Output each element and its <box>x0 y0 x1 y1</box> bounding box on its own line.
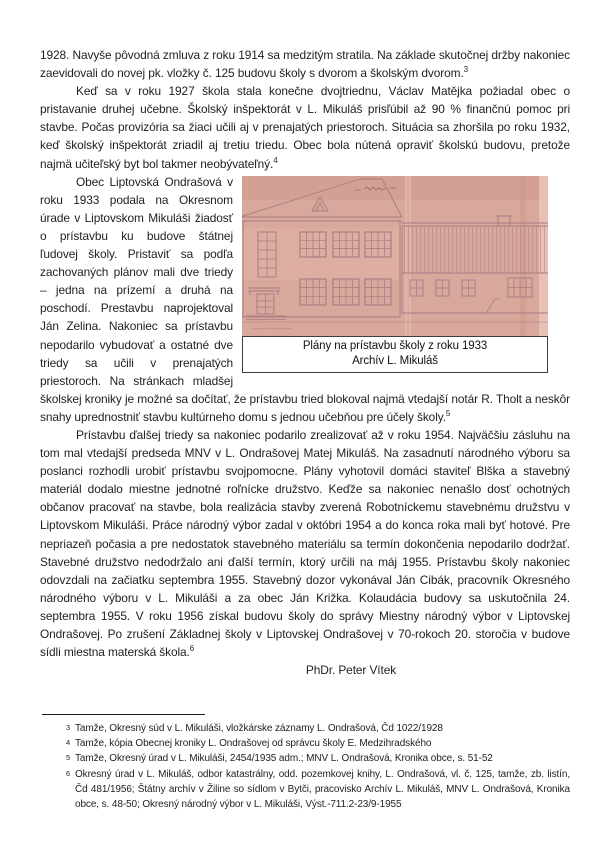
footnote-3-text: Tamže, Okresný súd v L. Mikuláši, vložkárske záznamy L. Ondrašová, Čd 1022/1928 <box>75 723 443 734</box>
footnote-6 <box>40 767 570 813</box>
school-plan-image <box>242 176 548 336</box>
paragraph-1 <box>40 46 570 82</box>
footnote-4 <box>40 736 570 751</box>
footnote-4-text: Tamže, kópia Obecnej kroniky L. Ondrašovej od správcu školy E. Medzihradského <box>75 738 432 750</box>
footnote-reference-5: 5 <box>445 408 451 418</box>
footnotes-section <box>40 714 570 812</box>
figure-school-plan <box>242 176 548 373</box>
figure-caption-line2: Archív L. Mikuláš <box>352 354 438 367</box>
footnote-reference-4: 4 <box>273 155 278 165</box>
footnote-reference-3: 3 <box>463 65 469 75</box>
footnote-4-number: 4 <box>66 738 71 748</box>
paragraph-2 <box>40 82 570 172</box>
footnote-separator <box>42 714 205 715</box>
paragraph-3-text: Obec Liptovská Ondrašová v roku 1933 podala na Okresnom úrade v Liptovskom Mikuláši žiadosť o prístavbu ku budove štátnej ľudovej školy. Pristaviť sa podľa zachovaných plánov mali dve triedy – jedna na prízemí a druhá na poschodí. Prestavbu naprojektoval Ján Zelina. Nakoniec sa prístavbu nepodarilo vybudovať a ostatné dve triedy sa učili v prenajatých priestoroch. Na stránkach mladšej školskej kroniky je možné sa dočítať, že prístavbu tried blokoval najmä vtedajší notár R. Tholt a neskôr snahy uprednostniť stavbu kultúrneho domu s jednou učebňou pre účely školy. <box>40 174 570 424</box>
footnote-reference-6: 6 <box>189 644 195 654</box>
figure-caption <box>242 336 548 373</box>
footnote-6-text: Okresný úrad v L. Mikuláš, odbor katastrálny, odd. pozemkovej knihy, L. Ondrašová, vl. č. 125, tamže, zb. listín, Čd 481/1956; Štátny archív v Žiline so sídlom v Bytči, pracovisko Archív L. Mikuláš, MNV L. Ondrašová, Kronika obce, s. 48-50; Okresný národný výbor v L. Mikuláši, Výst.-711.2-23/9-1955 <box>75 768 570 811</box>
paragraph-4 <box>40 426 570 661</box>
footnote-5-text: Tamže, Okresný úrad v L. Mikuláši, 2454/1935 adm.; MNV L. Ondrašová, Kronika obce, s. 51-52 <box>75 753 493 765</box>
author-signature: PhDr. Peter Vítek <box>305 663 397 678</box>
footnote-5-number: 5 <box>66 753 71 763</box>
footnote-3 <box>40 721 570 736</box>
footnote-3-number: 3 <box>66 723 71 732</box>
paragraph-2-text: Keď sa v roku 1927 škola stala konečne dvojtriednu, Václav Matějka požiadal obec o pristavanie druhej učebne. Školský inšpektorát v L. Mikuláš prisľúbil až 90 % finančnú pomoc pri stavbe. Počas provizória sa žiaci učili aj v prenajatých priestoroch. Situácia sa zhoršila po roku 1932, keď školský inšpektorát zriadil aj tretiu triedu. Obec bola nútená opraviť školskú budovu, pretože najmä učiteľský byt bol takmer neobývateľný. <box>40 84 570 171</box>
paragraph-3 <box>40 173 570 426</box>
paragraph-1-text: 1928. Navyše pôvodná zmluva z roku 1914 sa medzitým stratila. Na základe skutočnej držby nakoniec zaevidovali do novej pk. vložky č. 125 budovu školy s dvorom a školským dvorom. <box>40 48 570 81</box>
paragraph-4-text: Prístavbu ďalšej triedy sa nakoniec podarilo zrealizovať až v roku 1954. Najväčšiu zásluhu na tom mal vtedajší predseda MNV v L. Ondrašovej Matej Mikuláš. Na zasadnutí národného výboru sa poslanci rozhodli urobiť prístavbu svojpomocne. Plány vyhotovil domáci staviteľ Blška a stavebný materiál dodalo miestne jednotné roľnícke družstvo. Keďže sa nakoniec nenašlo dosť ochotných občanov pracovať na stavbe, bola realizácia stavby zverená Robotníckemu stavebnému družstvu v Liptovskom Mikuláši. Práce národný výbor zadal v októbri 1954 a do konca roka mali byť hotové. Pre nepriazeň počasia a pre nedostatok stavebného materiálu sa termín dokončenia nepodarilo dodržať. Stavebné družstvo nedodržalo ani ďalší termín, ktorý určili na máj 1955. Prístavbu školy nakoniec odovzdali na začiatku septembra 1955. Stavebný dozor vykonával Ján Cibák, pracovník Okresného národného výboru v L. Mikuláši a za obec Ján Križka. Kolaudácia budovy sa uskutočnila 24. septembra 1955. V roku 1956 získal budovu školy do správy Miestny národný výbor v Liptovskej Ondrašovej. Po zrušení Základnej školy v Liptovskej Ondrašovej v 70-rokoch 20. storočia v budove sídli miestna materská škola. <box>40 427 570 660</box>
footnote-6-number: 6 <box>66 768 71 778</box>
footnote-5 <box>40 751 570 766</box>
document-body <box>40 46 570 679</box>
figure-caption-line1: Plány na prístavbu školy z roku 1933 <box>302 339 488 352</box>
